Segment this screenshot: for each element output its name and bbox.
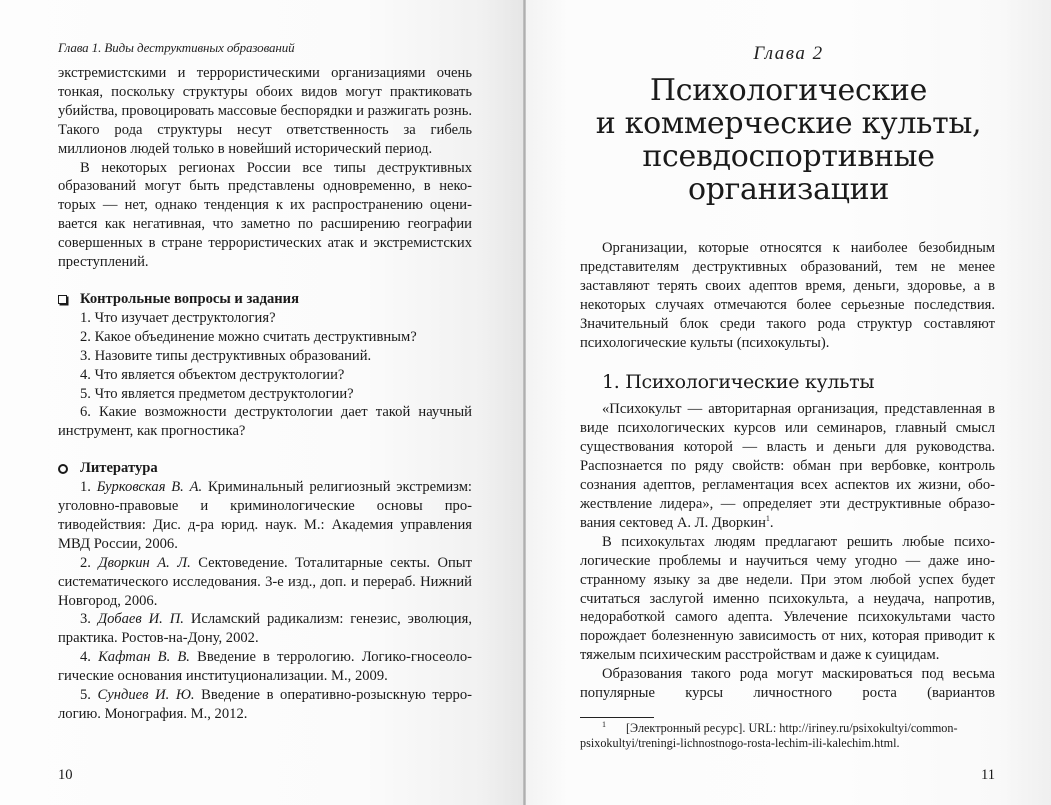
- intro-paragraph: Организации, которые относятся к наиболее безобидным представителям деструктивных образований, тем не менее заставляют терять своих адептов время, деньги, здоровье, а в некоторых случаях отмечаются более серьезные последствия. Значительный блок среди такого рода структур составляют психологические культы (психокульты).: [580, 240, 995, 351]
- literature-list: [58, 478, 472, 724]
- literature-item: [58, 610, 472, 648]
- question-item: 3. Назовите типы деструктивных образований.: [80, 347, 372, 364]
- chapter-label: Глава 2: [753, 43, 824, 64]
- footnote-reference[interactable]: 1: [765, 514, 770, 524]
- literature-item: [58, 686, 472, 724]
- circle-bullet-icon: [58, 464, 68, 474]
- author-name: Добаев И. П.: [97, 611, 184, 628]
- item-text: Введение в террологию. Логико-гносеологические основания институционализации. М., 2009.: [58, 649, 472, 685]
- left-page: [0, 0, 523, 805]
- right-body: [580, 239, 995, 703]
- page-number: 11: [980, 766, 995, 783]
- item-text: Криминальный религиозный экстремизм: уголовно-правовые и криминологические основы противодействия: Дис. д-ра юрид. наук. М.: Академия управления МВД России, 2006.: [58, 479, 472, 552]
- author-name: Кафтан В. В.: [98, 649, 190, 666]
- question-item: 4. Что является объектом деструктологии?: [80, 366, 345, 383]
- question-item: 6. Какие возможности деструктологии дает такой научный инструмент, как прогностика?: [58, 404, 472, 440]
- literature-title: Литература: [80, 460, 158, 477]
- right-page: [526, 0, 1051, 805]
- literature-item: [58, 478, 472, 554]
- questions-list: [58, 309, 472, 441]
- item-number: 3.: [80, 611, 91, 628]
- footnote-area: [580, 717, 995, 752]
- chapter-title-line: Психологические: [649, 73, 928, 108]
- chapter-title: [526, 74, 1051, 206]
- literature-item: [58, 554, 472, 611]
- footnote-mark: 1: [602, 719, 606, 729]
- running-head: Глава 1. Виды деструктивных образований: [58, 40, 295, 55]
- literature-item: [58, 648, 472, 686]
- paragraph: В психокультах людям предлагают решить любые психологические проблемы и научиться чему угодно — даже иностранному языку за две недели. При этом любой успех будет считаться заслугой именно психокульта, а неудача, напротив, недоработкой самого адепта. Увлечение психокультами часто порождает болезненную зависимость от них, которая приводит к тяжелым психическим расстройствам и даже к суицидам.: [580, 533, 995, 664]
- item-number: 4.: [80, 649, 91, 666]
- paragraph: экстремистскими и террористическими организациями очень тонкая, поскольку структуры обоих видов могут практиковать убийства, провоцировать массовые беспорядки и разжигать рознь. Такого рода структуры несут ответственность за гибель миллионов людей только в новейший исторический период.: [58, 65, 472, 157]
- author-name: Сундиев И. Ю.: [97, 687, 195, 704]
- paragraph: Образования такого рода могут маскироваться под весьма популярные курсы личностного роста (вариантов: [580, 666, 995, 702]
- item-text: Сектоведение. Тоталитарные секты. Опыт систематического исследования. 3-е изд., доп. и перераб. Нижний Новгород, 2006.: [58, 554, 472, 609]
- author-name: Дворкин А. Л.: [98, 554, 191, 571]
- paragraph: [580, 400, 995, 532]
- footnote-rule: [580, 717, 654, 718]
- footnote-text: [Электронный ресурс]. URL: http://iriney.ru/psixokultyi/common-psixokultyi/treningi-lichnostnogo-rosta-lechim-ili-kalechim.html.: [580, 720, 958, 751]
- author-name: Бурковская В. А.: [96, 479, 203, 496]
- question-item: 1. Что изучает деструктология?: [80, 309, 276, 326]
- checkbox-square-icon: [58, 295, 67, 304]
- item-number: 5.: [80, 687, 91, 704]
- literature-section-heading: [58, 459, 472, 478]
- paragraph: В некоторых регионах России все типы деструктивных образований могут быть представлены одновременно, в некоторых — нет, однако тенденция к их распространению оценивается как негативная, что заметно по расширению географии совершенных в стране террористических атак и экстремистских преступлений.: [58, 159, 472, 271]
- left-body: [58, 64, 472, 724]
- paragraph-text: «Психокульт — авторитарная организация, представленная в виде психологических курсов или семинаров, главный смысл существования которой — власть и деньги для руководства. Распознается по ряду свойств: обман при вербовке, контроль сознания адептов, регламентация всех аспектов их жизни, обожествление лидера», — определяет эти деструктивные образования сектовед А. Л. Дворкин: [580, 401, 995, 531]
- item-number: 1.: [80, 479, 91, 496]
- question-item: 2. Какое объединение можно считать деструктивным?: [80, 328, 417, 345]
- item-number: 2.: [80, 554, 91, 571]
- chapter-title-line: и коммерческие культы,: [595, 106, 982, 141]
- item-text: Введение в оперативно-розыскную террологию. Монография. М., 2012.: [58, 687, 473, 722]
- page-number: 10: [58, 766, 73, 783]
- question-item: 5. Что является предметом деструктологии?: [80, 385, 354, 402]
- item-text: Исламский радикализм: генезис, эволюция, практика. Ростов-на-Дону, 2002.: [58, 611, 472, 647]
- footnote: [580, 721, 995, 752]
- chapter-title-line: организации: [687, 172, 890, 207]
- questions-title: Контрольные вопросы и задания: [80, 290, 299, 307]
- questions-section-heading: [58, 290, 472, 309]
- chapter-title-line: псевдоспортивные: [642, 139, 935, 174]
- subsection-title: 1. Психологические культы: [602, 371, 875, 394]
- paragraph-end: .: [769, 514, 774, 531]
